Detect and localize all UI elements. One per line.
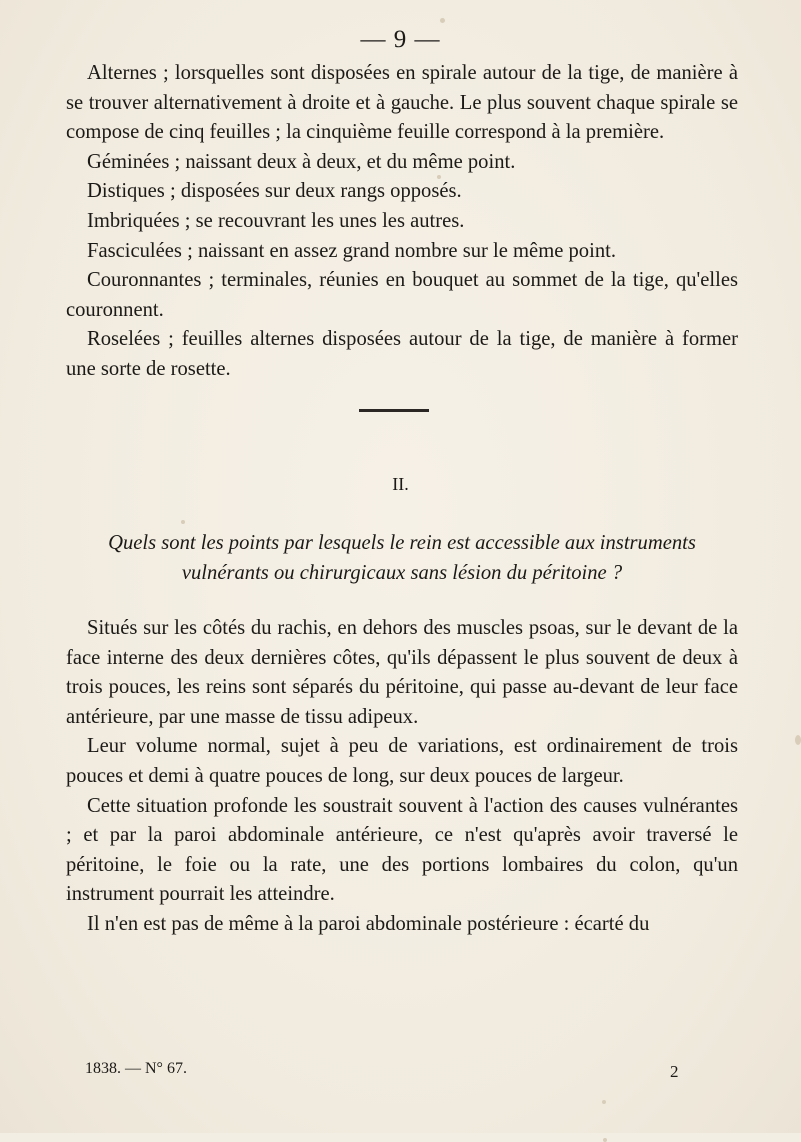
paragraph-distiques: Distiques ; disposées sur deux rangs opposés. bbox=[87, 180, 462, 203]
paragraph-couronnantes: Couronnantes ; terminales, réunies en bouquet au sommet de la tige, qu'elles couronnent. bbox=[66, 269, 738, 321]
paper-speck bbox=[603, 1138, 607, 1142]
paragraph-alternes: Alternes ; lorsquelles sont disposées en spirale autour de la tige, de manière à se trouver alternativement à droite et à gauche. Le plus souvent chaque spirale se compose de cinq feuilles ; la cinquième feuille correspond à la première. bbox=[66, 62, 738, 144]
signature-mark: 1838. — N° 67. bbox=[85, 1060, 187, 1077]
section-divider bbox=[359, 409, 429, 412]
paper-speck bbox=[181, 520, 185, 524]
paragraph-volume: Leur volume normal, sujet à peu de variations, est ordinairement de trois pouces et demi à quatre pouces de long, sur deux pouces de largeur. bbox=[66, 735, 738, 787]
paper-speck bbox=[437, 175, 441, 179]
question-line: vulnérants ou chirurgicaux sans lésion du péritoine ? bbox=[181, 562, 623, 584]
text-block-top bbox=[66, 59, 738, 385]
paragraph-paroi: Il n'en est pas de même à la paroi abdominale postérieure : écarté du bbox=[87, 912, 650, 935]
paragraph-situes: Situés sur les côtés du rachis, en dehors des muscles psoas, sur le devant de la face interne des deux dernières côtes, qu'ils dépassent le plus souvent de deux à trois pouces, les reins sont séparés du péritoine, qui passe au-devant de leur face antérieure, par une masse de tissu adipeux. bbox=[66, 617, 738, 728]
paragraph-situation: Cette situation profonde les soustrait souvent à l'action des causes vulnérantes ; et par la paroi abdominale antérieure, ce n'est qu'après avoir traversé le péritoine, le foie ou la rate, une des portions lombaires du colon, qu'un instrument pourrait les atteindre. bbox=[66, 794, 738, 906]
paragraph-roselees: Roselées ; feuilles alternes disposées autour de la tige, de manière à former une sorte de rosette. bbox=[66, 328, 738, 380]
paper-speck bbox=[602, 1100, 606, 1104]
paper-speck bbox=[440, 18, 445, 23]
page-folio: — 9 — bbox=[360, 26, 441, 53]
section-number: II. bbox=[392, 474, 409, 494]
sheet-number: 2 bbox=[670, 1062, 679, 1081]
paragraph-geminees: Géminées ; naissant deux à deux, et du même point. bbox=[87, 150, 516, 173]
question-heading bbox=[66, 528, 738, 588]
text-block-bottom bbox=[66, 614, 738, 940]
paragraph-fasciculees: Fasciculées ; naissant en assez grand nombre sur le même point. bbox=[87, 239, 616, 262]
question-line: Quels sont les points par lesquels le rein est accessible aux instruments bbox=[108, 532, 696, 554]
paper-speck bbox=[795, 735, 801, 745]
paragraph-imbriquees: Imbriquées ; se recouvrant les unes les autres. bbox=[87, 209, 465, 232]
